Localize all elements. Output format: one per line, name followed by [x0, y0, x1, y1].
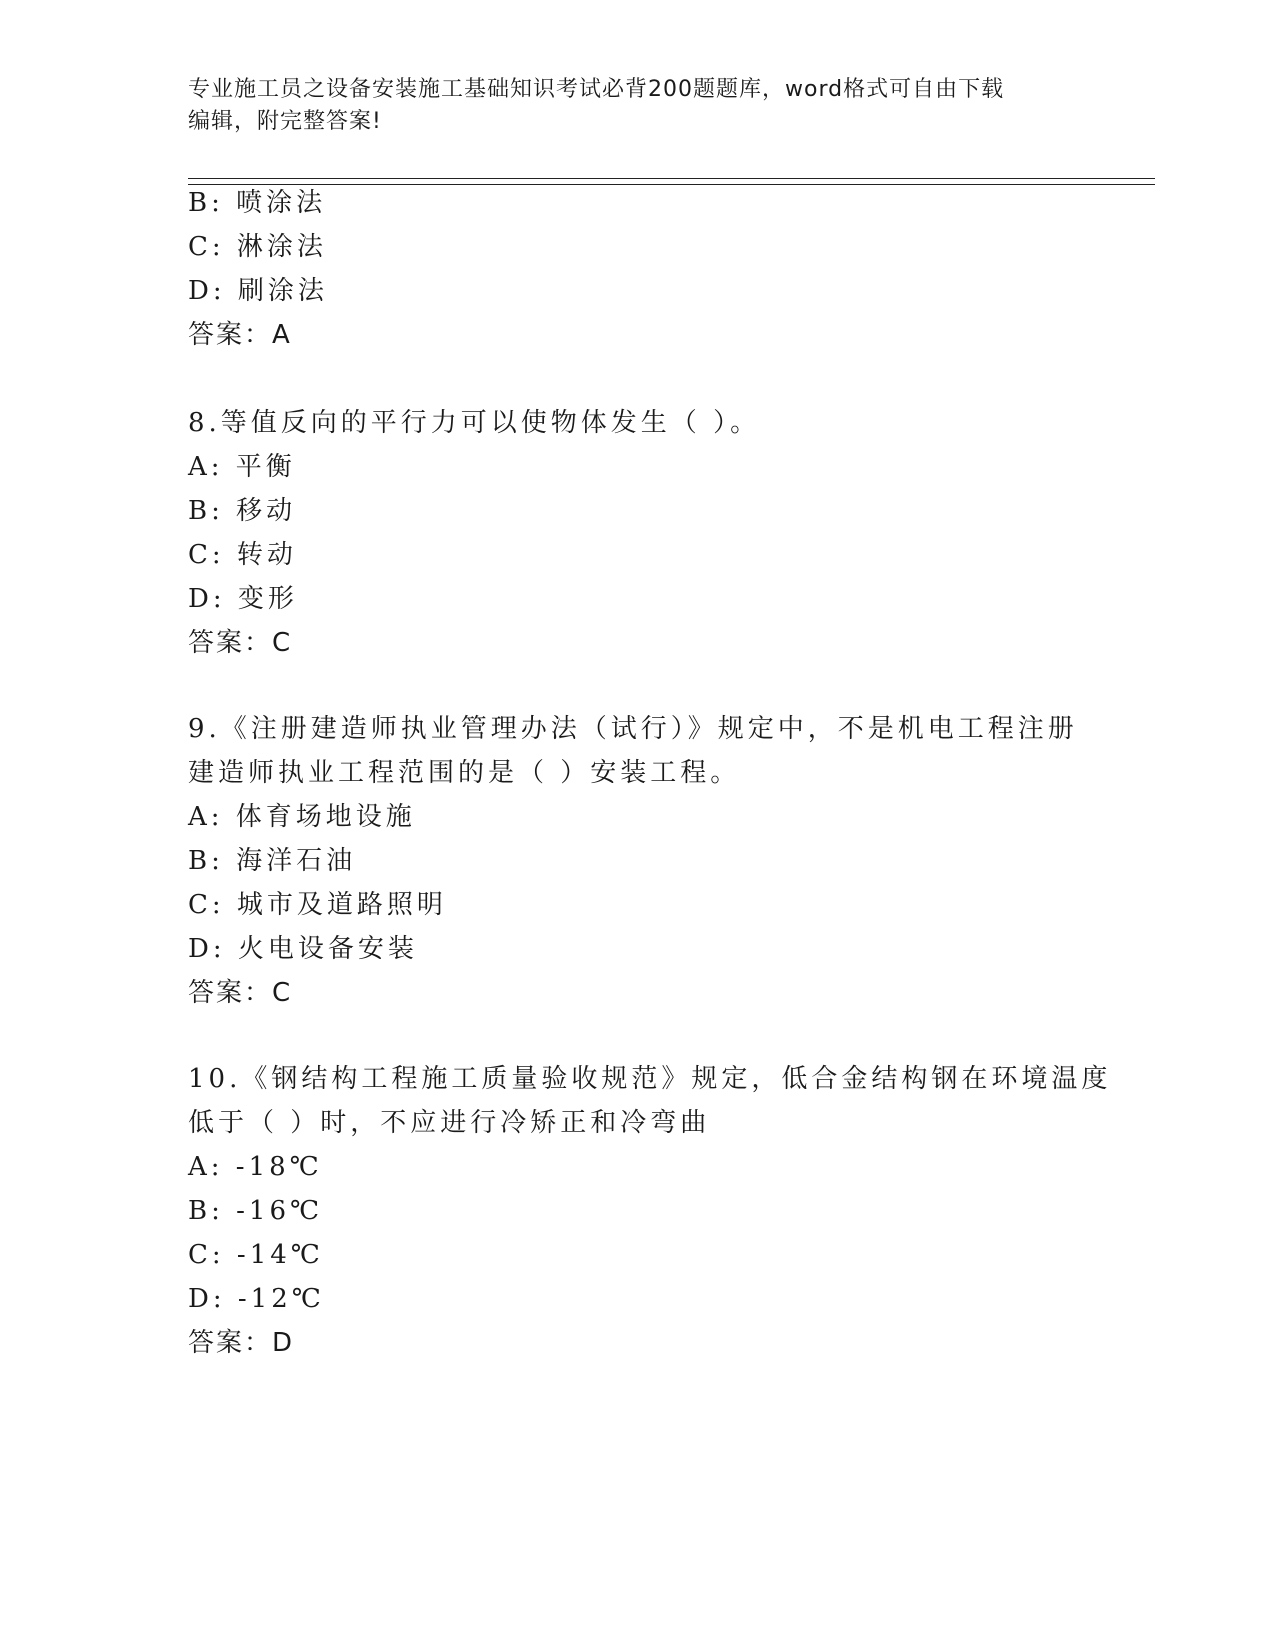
q9-stem-line-2: 建造师执业工程范围的是（ ）安装工程。 — [188, 758, 741, 788]
document-header — [188, 74, 1068, 138]
q10-option-a: A: -18℃ — [188, 1152, 323, 1182]
q8-stem: 8.等值反向的平行力可以使物体发生（ ）。 — [188, 408, 761, 438]
q9-stem-line-1: 9.《注册建造师执业管理办法（试行）》规定中，不是机电工程注册 — [188, 714, 1078, 744]
q7-option-c: C: 淋涂法 — [188, 232, 327, 262]
q8-option-d: D: 变形 — [188, 584, 298, 614]
q10-option-b: B: -16℃ — [188, 1196, 324, 1226]
q8-answer: 答案：C — [188, 628, 293, 658]
q7-option-d: D: 刷涂法 — [188, 276, 328, 306]
q7-option-b: B: 喷涂法 — [188, 188, 327, 218]
q9-option-c: C: 城市及道路照明 — [188, 890, 447, 920]
q8-option-c: C: 转动 — [188, 540, 297, 570]
q10-option-d: D: -12℃ — [188, 1284, 325, 1314]
q10-stem-line-2: 低于（ ）时，不应进行冷矫正和冷弯曲 — [188, 1108, 711, 1138]
header-line-2: 编辑，附完整答案! — [188, 109, 382, 134]
header-line-1: 专业施工员之设备安装施工基础知识考试必背200题题库，word格式可自由下载 — [188, 77, 1005, 102]
header-divider-bottom — [188, 184, 1155, 185]
q7-answer: 答案：A — [188, 320, 292, 350]
q10-answer: 答案：D — [188, 1328, 295, 1358]
q9-option-d: D: 火电设备安装 — [188, 934, 418, 964]
q8-option-b: B: 移动 — [188, 496, 297, 526]
header-divider-top — [188, 178, 1155, 179]
q8-option-a: A: 平衡 — [188, 452, 296, 482]
q10-stem-line-1: 10.《钢结构工程施工质量验收规范》规定，低合金结构钢在环境温度 — [188, 1064, 1112, 1094]
q9-option-a: A: 体育场地设施 — [188, 802, 416, 832]
q9-answer: 答案：C — [188, 978, 293, 1008]
q9-option-b: B: 海洋石油 — [188, 846, 357, 876]
q10-option-c: C: -14℃ — [188, 1240, 324, 1270]
